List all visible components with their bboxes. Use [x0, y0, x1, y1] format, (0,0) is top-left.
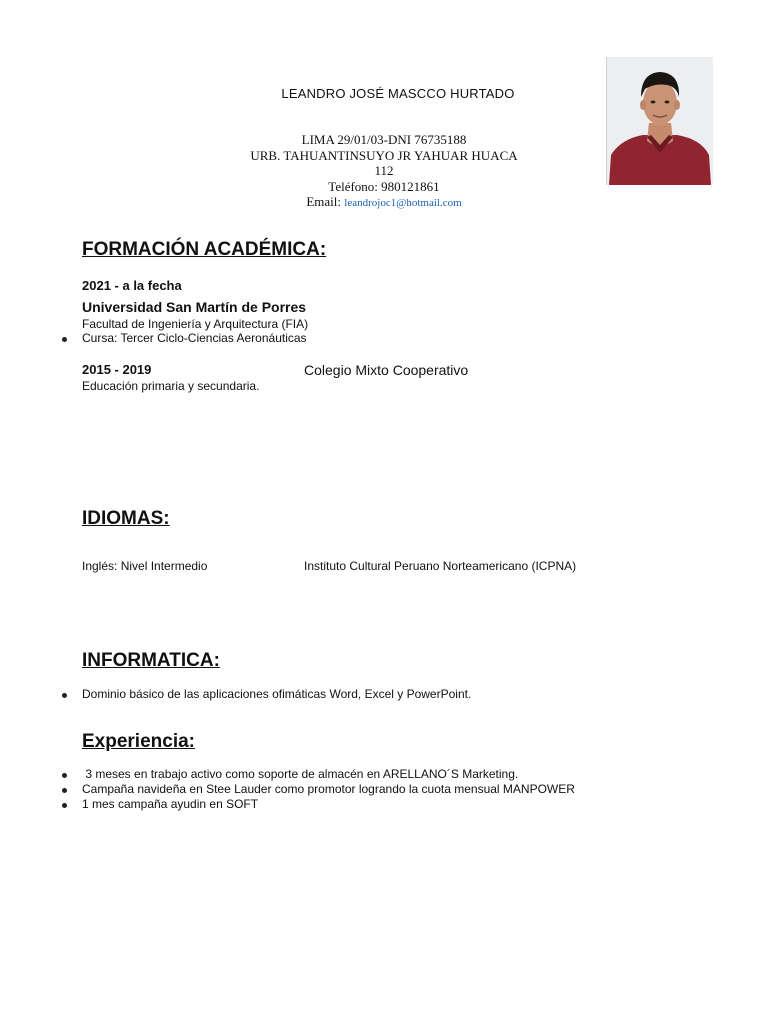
language-institute: Instituto Cultural Peruano Norteamericano (ICPNA) [304, 559, 577, 573]
entry2-bullet-text: Educación primaria y secundaria. [82, 379, 260, 393]
informatica-title: INFORMATICA: [82, 650, 220, 671]
experience-item: 3 meses en trabajo activo como soporte de almacén en ARELLANO´S Marketing. [82, 767, 519, 781]
informatica-item: Dominio básico de las aplicaciones ofimáticas Word, Excel y PowerPoint. [82, 687, 472, 701]
profile-photo [606, 57, 713, 185]
address-number: 112 [374, 163, 394, 178]
address-line: URB. TAHUANTINSUYO JR YAHUAR HUACA [250, 147, 518, 163]
entry2-period: 2015 - 2019 [82, 362, 152, 377]
bullet-icon [62, 693, 67, 698]
idiomas-title: IDIOMAS: [82, 508, 170, 529]
birth-dni-line: LIMA 29/01/03-DNI 76735188 [301, 132, 467, 147]
entry2-institution: Colegio Mixto Cooperativo [304, 362, 469, 378]
experiencia-title: Experiencia: [82, 731, 195, 752]
experience-item: 1 mes campaña ayudin en SOFT [82, 797, 259, 811]
bullet-icon [62, 773, 67, 778]
entry1-faculty: Facultad de Ingeniería y Arquitectura (FIA) [82, 317, 309, 331]
entry1-period: 2021 - a la fecha [82, 278, 182, 293]
phone-line: Teléfono: 980121861 [328, 178, 440, 194]
language-level: Inglés: Nivel Intermedio [82, 559, 208, 573]
portrait-image [607, 57, 713, 185]
bullet-icon [62, 788, 67, 793]
formacion-title: FORMACIÓN ACADÉMICA: [82, 239, 327, 260]
bullet-icon [62, 803, 67, 808]
bullet-icon [62, 337, 67, 342]
experience-item: Campaña navideña en Stee Lauder como promotor logrando la cuota mensual MANPOWER [82, 782, 575, 796]
applicant-name: LEANDRO JOSÉ MASCCO HURTADO [281, 86, 515, 101]
entry1-institution: Universidad San Martín de Porres [82, 299, 307, 315]
email-label: Email: [306, 194, 342, 209]
contact-block [214, 132, 554, 212]
entry1-bullet-text: Cursa: Tercer Ciclo-Ciencias Aeronáuticas [82, 331, 307, 345]
email-line [214, 194, 554, 212]
email-link[interactable]: leandrojoc1@hotmail.com [344, 197, 462, 209]
